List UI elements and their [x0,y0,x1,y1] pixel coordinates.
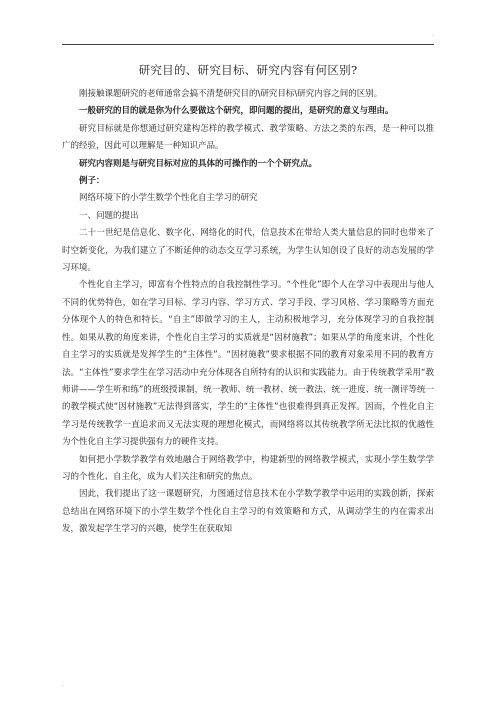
document-title: 研究目的、研究目标、研究内容有何区别? [138,63,358,77]
paragraph: 例子： [79,176,105,187]
paragraph: 研究内容则是与研究目标对应的具体的可操作的一个个研究点。 [79,158,318,169]
paragraph: 研究目标就是你想通过研究建构怎样的教学模式、教学策略、方法之类的东西，是一种可以推广的经验，因此可以理解是一种知识产品。 [62,123,434,152]
paragraph: 个性化自主学习，即富有个性特点的自我控制性学习。“个性化”即个人在学习中表现出与他人不同的优势特色，如在学习目标、学习内容、学习方式、学习手段、学习风格、学习策略等方面充分体现个人的特色和特长。“自主”即做学习的主人，主动积极地学习，充分体现学习的自我控制性。如果从教的角度来讲，个性化自主学习的实质就是“因材施教”；如果从学的角度来讲，个性化自主学习的实质就是发挥学生的“主体性”。“因材施教”要求根据不同的教育对象采用不同的教育方法。“主体性”要求学生在学习活动中充分体现各自所特有的认识和实践能力。由于传统教学采用“教师讲——学生听和练”的班级授课制，统一教师、统一教材、统一教法、统一进度、统一测评等统一的教学模式使“因材施教”无法得到落实，学生的“主体性”也很难得到真正发挥。因而，个性化自主学习是传统教学一直追求而又无法实现的理想化模式，而网络将以其传统教学所无法比拟的优越性为个性化自主学习提供强有力的硬件支持。 [62,280,434,448]
page-corner-mark-bottom: . [62,681,64,688]
page-corner-mark-top: . [432,31,434,38]
paragraph: 因此，我们提出了这一课题研究，力图通过信息技术在小学数学教学中运用的实践创新，探索总结出在网络环境下的小学生数学个性化自主学习的有效策略和方式，从调动学生的内在需求出发，激发起学生学习的兴趣，使学生在获取知 [62,489,434,535]
paragraph: 如何把小学数学教学有效地融合于网络教学中，构建新型的网络教学模式，实现小学生数学学习的个性化、自主化，成为人们关注和研究的焦点。 [62,454,434,482]
document-body [62,62,434,539]
paragraph-list [62,86,434,539]
paragraph: 一般研究的目的就是你为什么要做这个研究，即问题的提出，是研究的意义与理由。 [79,106,394,117]
paragraph: 一、问题的提出 [79,210,139,221]
paragraph: 刚接触课题研究的老师通常会搞不清楚研究目的\研究目标\研究内容之间的区别。 [79,89,383,99]
paragraph: 网络环境下的小学生数学个性化自主学习的研究 [79,193,258,204]
paragraph: 二十一世纪是信息化、数字化、网络化的时代，信息技术在带给人类大量信息的同时也带来了时空新变化，为我们建立了不断延伸的动态交互学习系统，为学生认知创设了良好的动态发展的学习环境。 [62,228,434,274]
header-rule [62,44,434,45]
